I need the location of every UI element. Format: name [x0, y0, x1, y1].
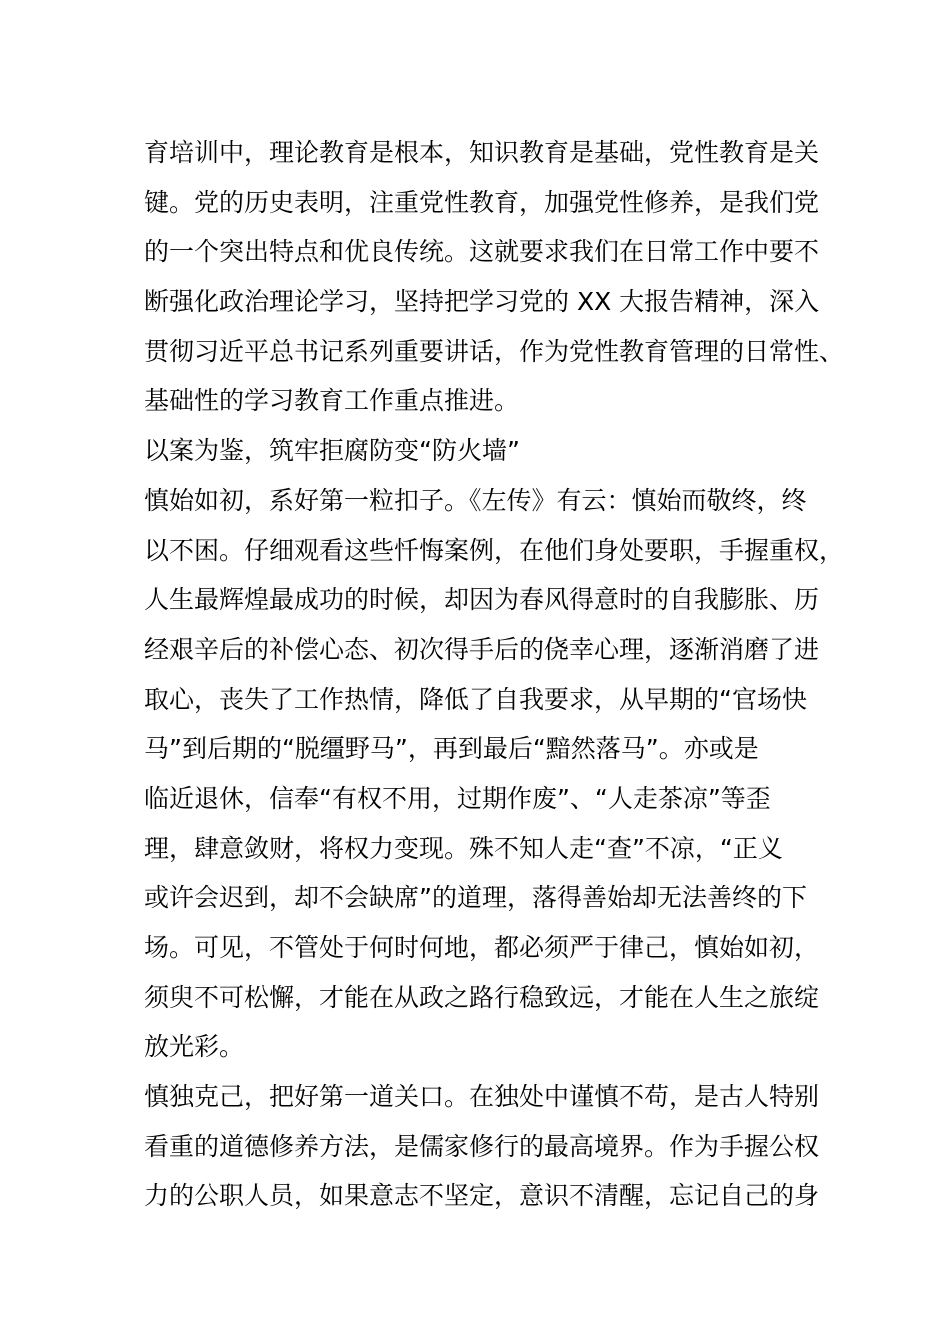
text-line: 慎独克己，把好第一道关口。在独处中谨慎不苟，是古人特别	[144, 1082, 820, 1112]
text-line: 人生最辉煌最成功的时候，却因为春风得意时的自我膨胀、历	[144, 585, 820, 615]
text-line: 的一个突出特点和优良传统。这就要求我们在日常工作中要不	[144, 237, 820, 267]
text-line: 以不困。仔细观看这些忏悔案例，在他们身处要职，手握重权，	[144, 535, 845, 565]
text-line: 贯彻习近平总书记系列重要讲话，作为党性教育管理的日常性、	[144, 336, 845, 366]
text-line: 放光彩。	[144, 1032, 245, 1062]
text-line: 取心，丧失了工作热情，降低了自我要求，从早期的“官场快	[144, 684, 807, 714]
text-line: 看重的道德修养方法，是儒家修行的最高境界。作为手握公权	[144, 1131, 820, 1161]
text-line: 须臾不可松懈，才能在从政之路行稳致远，才能在人生之旅绽	[144, 982, 820, 1012]
document-body	[144, 128, 845, 1221]
text-line: 断强化政治理论学习，坚持把学习党的 XX 大报告精神，深入	[144, 287, 820, 317]
text-line: 马”到后期的“脱缰野马”，再到最后“黯然落马”。亦或是	[144, 734, 759, 764]
text-line: 基础性的学习教育工作重点推进。	[144, 386, 520, 416]
text-line: 力的公职人员，如果意志不坚定，意识不清醒，忘记自己的身	[144, 1181, 820, 1211]
text-line: 经艰辛后的补偿心态、初次得手后的侥幸心理，逐渐消磨了进	[144, 634, 820, 664]
text-line: 慎始如初，系好第一粒扣子。《左传》有云：慎始而敬终，终	[144, 485, 807, 515]
text-line: 键。党的历史表明，注重党性教育，加强党性修养，是我们党	[144, 187, 820, 217]
text-line: 理，肆意敛财，将权力变现。殊不知人走“查”不凉，“正义	[144, 833, 783, 863]
section-heading: 以案为鉴，筑牢拒腐防变“防火墙”	[144, 436, 520, 466]
text-line: 育培训中，理论教育是根本，知识教育是基础，党性教育是关	[144, 138, 820, 167]
text-line: 场。可见，不管处于何时何地，都必须严于律己，慎始如初，	[144, 933, 820, 962]
text-line: 临近退休，信奉“有权不用，过期作废”、“人走茶凉”等歪	[144, 783, 771, 813]
text-line: 或许会迟到，却不会缺席”的道理，落得善始却无法善终的下	[144, 883, 807, 913]
